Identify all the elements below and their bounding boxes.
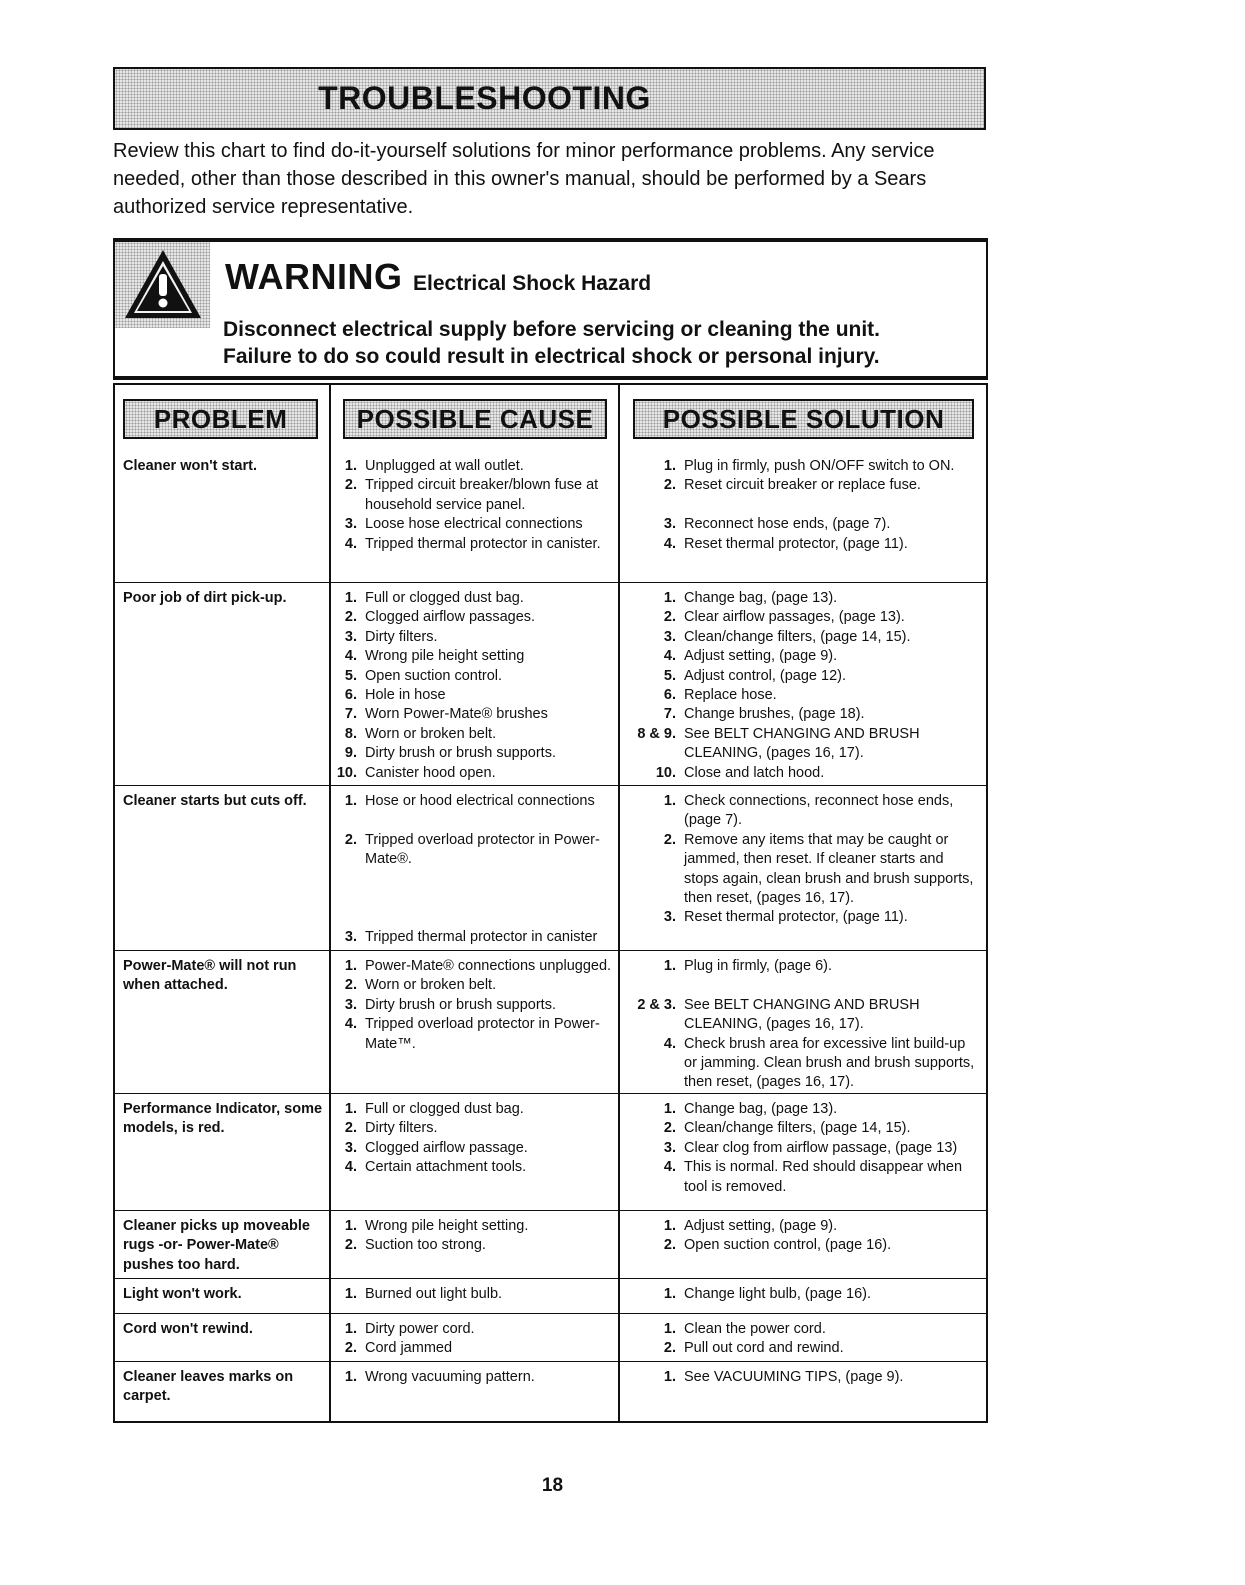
solution-number: 4. xyxy=(663,535,676,552)
solution-item xyxy=(620,496,982,515)
warning-subtitle: Electrical Shock Hazard xyxy=(413,272,652,295)
cause-text: Burned out light bulb. xyxy=(365,1286,503,1302)
cause-item xyxy=(331,976,613,995)
solution-text: See BELT CHANGING AND BRUSH CLEANING, (pages 16, 17). xyxy=(684,996,920,1033)
warning-title: WARNING xyxy=(225,256,403,297)
row-divider xyxy=(115,785,986,786)
cause-item xyxy=(331,535,613,554)
cause-item xyxy=(331,744,613,763)
solution-item xyxy=(620,1217,982,1236)
solution-text: Change bag, (page 13). xyxy=(684,1101,838,1117)
solution-item xyxy=(620,792,982,831)
cause-number: 1. xyxy=(344,458,357,474)
cause-item xyxy=(331,1368,613,1387)
solution-text: Reset thermal protector, (page 11). xyxy=(684,909,908,926)
cause-item xyxy=(331,889,613,908)
cause-item xyxy=(331,1339,613,1358)
solution-number: 1. xyxy=(663,590,676,606)
solution-item xyxy=(620,976,982,995)
cause-item xyxy=(331,515,613,534)
solution-text: Open suction control, (page 16). xyxy=(684,1237,892,1254)
solution-cell xyxy=(620,792,982,928)
cause-number: 6. xyxy=(344,687,357,704)
cause-text: Cord jammed xyxy=(365,1340,453,1357)
cause-number: 1. xyxy=(344,1101,357,1117)
solution-text: Plug in firmly, push ON/OFF switch to ON. xyxy=(684,458,955,474)
cause-cell xyxy=(331,792,613,947)
solution-number: 1. xyxy=(663,793,676,809)
solution-number: 1. xyxy=(663,1286,676,1302)
problem-cell: Cleaner picks up moveable rugs -or- Power-Mate® pushes too hard. xyxy=(123,1218,310,1273)
solution-cell xyxy=(620,957,982,1093)
solution-text: Plug in firmly, (page 6). xyxy=(684,958,833,974)
solution-number: 2 & 3. xyxy=(637,996,676,1013)
cause-item xyxy=(331,589,613,608)
solution-number: 2. xyxy=(663,609,676,626)
cause-text: Hole in hose xyxy=(365,687,446,704)
cause-item xyxy=(331,811,613,830)
solution-text: This is normal. Red should disappear when tool is removed. xyxy=(684,1159,963,1195)
cause-text: Tripped thermal protector in canister xyxy=(365,928,598,945)
solution-item xyxy=(620,1139,982,1158)
row-divider xyxy=(115,1313,986,1314)
cause-item xyxy=(331,792,613,811)
cause-item xyxy=(331,1015,613,1054)
cause-item xyxy=(331,908,613,927)
cause-number: 5. xyxy=(344,667,357,684)
cause-number: 2. xyxy=(344,831,357,848)
cause-text: Clogged airflow passage. xyxy=(365,1139,528,1156)
solution-item xyxy=(620,1158,982,1197)
cause-item xyxy=(331,705,613,724)
cause-item xyxy=(331,608,613,627)
title-bar xyxy=(113,67,986,130)
solution-item xyxy=(620,476,982,495)
solution-cell xyxy=(620,1285,982,1304)
solution-number: 3. xyxy=(663,628,676,645)
cause-number: 10. xyxy=(336,764,357,781)
cause-text: Dirty brush or brush supports. xyxy=(365,745,556,762)
solution-number: 3. xyxy=(663,1139,676,1156)
cause-number: 1. xyxy=(344,590,357,606)
cause-number: 1. xyxy=(344,958,357,974)
cause-text: Tripped thermal protector in canister. xyxy=(365,535,601,552)
solution-text: Reconnect hose ends, (page 7). xyxy=(684,516,891,533)
cause-cell xyxy=(331,1285,613,1304)
solution-number: 2. xyxy=(663,1340,676,1357)
cause-item xyxy=(331,1158,613,1177)
solution-item xyxy=(620,996,982,1035)
cause-text: Wrong pile height setting xyxy=(365,648,525,665)
solution-number: 1. xyxy=(663,1101,676,1117)
solution-number: 2. xyxy=(663,477,676,494)
solution-number: 6. xyxy=(663,687,676,704)
solution-number: 3. xyxy=(663,909,676,926)
solution-cell xyxy=(620,457,982,554)
solution-item xyxy=(620,686,982,705)
cause-text: Dirty filters. xyxy=(365,1120,438,1137)
cause-text: Canister hood open. xyxy=(365,764,496,781)
problem-cell: Light won't work. xyxy=(123,1286,242,1302)
solution-text: Change brushes, (page 18). xyxy=(684,706,865,723)
cause-number: 4. xyxy=(344,535,357,552)
row-divider xyxy=(115,1093,986,1094)
cause-item xyxy=(331,1236,613,1255)
solution-number: 1. xyxy=(663,458,676,474)
solution-text: Adjust setting, (page 9). xyxy=(684,648,838,665)
cause-number: 8. xyxy=(344,725,357,742)
cause-number: 7. xyxy=(344,706,357,723)
solution-text: Clean the power cord. xyxy=(684,1321,826,1337)
solution-cell xyxy=(620,1100,982,1197)
solution-number: 8 & 9. xyxy=(637,725,676,742)
solution-number: 4. xyxy=(663,1035,676,1052)
cause-item xyxy=(331,764,613,783)
solution-item xyxy=(620,457,982,476)
solution-item xyxy=(620,705,982,724)
problem-cell: Poor job of dirt pick-up. xyxy=(123,590,287,606)
solution-item xyxy=(620,535,982,554)
cause-item xyxy=(331,1100,613,1119)
solution-text: See BELT CHANGING AND BRUSH CLEANING, (pages 16, 17). xyxy=(684,725,920,762)
solution-item xyxy=(620,1320,982,1339)
solution-item xyxy=(620,515,982,534)
cause-item xyxy=(331,725,613,744)
solution-number: 2. xyxy=(663,1120,676,1137)
cause-number: 4. xyxy=(344,648,357,665)
warning-message xyxy=(223,316,880,370)
warning-icon-background xyxy=(115,242,210,328)
cause-item xyxy=(331,996,613,1015)
cause-item xyxy=(331,957,613,976)
solution-item xyxy=(620,1119,982,1138)
solution-item xyxy=(620,1368,982,1387)
solution-text: Remove any items that may be caught or jammed, then reset. If cleaner starts and stops again, clean brush and brush supports, then reset, (pages 16, 17). xyxy=(684,831,974,907)
cause-cell xyxy=(331,1368,613,1387)
warning-box xyxy=(113,238,988,380)
cause-number: 4. xyxy=(344,1159,357,1176)
solution-item xyxy=(620,908,982,927)
cause-number: 2. xyxy=(344,1237,357,1254)
cause-number: 1. xyxy=(344,1218,357,1234)
solution-text: Close and latch hood. xyxy=(684,764,825,781)
solution-item xyxy=(620,1339,982,1358)
solution-cell xyxy=(620,1217,982,1256)
solution-text: Clear clog from airflow passage, (page 13) xyxy=(684,1139,958,1156)
header-problem: PROBLEM xyxy=(123,399,318,439)
header-possible-cause: POSSIBLE CAUSE xyxy=(343,399,607,439)
solution-item xyxy=(620,1285,982,1304)
page-number: 18 xyxy=(541,1475,564,1496)
cause-item xyxy=(331,667,613,686)
cause-item xyxy=(331,1285,613,1304)
solution-number: 1. xyxy=(663,1218,676,1234)
solution-item xyxy=(620,647,982,666)
solution-text: Reset circuit breaker or replace fuse. xyxy=(684,477,921,494)
problem-cell: Performance Indicator, some models, is red. xyxy=(123,1101,323,1137)
cause-text: Clogged airflow passages. xyxy=(365,609,536,626)
solution-text: Change light bulb, (page 16). xyxy=(684,1286,872,1302)
solution-number: 2. xyxy=(663,831,676,848)
solution-item xyxy=(620,1035,982,1093)
solution-cell xyxy=(620,589,982,783)
cause-item xyxy=(331,1119,613,1138)
cause-text: Worn Power-Mate® brushes xyxy=(365,706,548,723)
cause-text: Unplugged at wall outlet. xyxy=(365,458,524,474)
cause-cell xyxy=(331,457,613,554)
cause-number: 9. xyxy=(344,745,357,762)
cause-number: 2. xyxy=(344,1120,357,1137)
cause-number: 4. xyxy=(344,1016,357,1033)
cause-number: 3. xyxy=(344,928,357,945)
cause-number: 3. xyxy=(344,1139,357,1156)
cause-number: 2. xyxy=(344,1340,357,1357)
cause-item xyxy=(331,628,613,647)
cause-number: 1. xyxy=(344,1286,357,1302)
cause-text: Dirty power cord. xyxy=(365,1321,475,1337)
warning-triangle-icon xyxy=(123,248,203,320)
cause-text: Tripped overload protector in Power-Mate®. xyxy=(365,831,600,868)
cause-text: Certain attachment tools. xyxy=(365,1159,527,1176)
cause-text: Full or clogged dust bag. xyxy=(365,590,524,606)
cause-text: Hose or hood electrical connections xyxy=(365,793,595,809)
intro-text: Review this chart to find do-it-yourself solutions for minor performance problems. Any service needed, other than those described in this owner's manual, should be performed by a Sears authorized service representative. xyxy=(113,140,935,218)
solution-cell xyxy=(620,1368,982,1387)
cause-text: Suction too strong. xyxy=(365,1237,486,1254)
solution-item xyxy=(620,589,982,608)
problem-cell: Cleaner won't start. xyxy=(123,458,257,474)
cause-text: Power-Mate® connections unplugged. xyxy=(365,958,612,974)
cause-number: 2. xyxy=(344,609,357,626)
cause-item xyxy=(331,1217,613,1236)
cause-item xyxy=(331,457,613,476)
problem-cell: Cleaner leaves marks on carpet. xyxy=(123,1369,294,1405)
cause-item xyxy=(331,647,613,666)
solution-item xyxy=(620,608,982,627)
cause-item xyxy=(331,476,613,515)
solution-text: Clean/change filters, (page 14, 15). xyxy=(684,1120,911,1137)
row-divider xyxy=(115,1278,986,1279)
solution-text: Check connections, reconnect hose ends, (page 7). xyxy=(684,793,954,829)
cause-cell xyxy=(331,1100,613,1178)
solution-item xyxy=(620,725,982,764)
cause-text: Wrong vacuuming pattern. xyxy=(365,1369,535,1385)
solution-text: Change bag, (page 13). xyxy=(684,590,838,606)
solution-item xyxy=(620,1100,982,1119)
row-divider xyxy=(115,582,986,583)
solution-number: 10. xyxy=(655,764,676,781)
solution-text: Replace hose. xyxy=(684,687,777,704)
cause-item xyxy=(331,1320,613,1339)
solution-number: 2. xyxy=(663,1237,676,1254)
solution-item xyxy=(620,667,982,686)
solution-item xyxy=(620,764,982,783)
solution-text: Reset thermal protector, (page 11). xyxy=(684,535,908,552)
solution-item xyxy=(620,831,982,909)
row-divider xyxy=(115,1361,986,1362)
cause-item xyxy=(331,1139,613,1158)
cause-text: Dirty filters. xyxy=(365,628,438,645)
problem-cell: Cord won't rewind. xyxy=(123,1321,253,1337)
solution-text: Pull out cord and rewind. xyxy=(684,1340,844,1357)
cause-item xyxy=(331,686,613,705)
cause-item xyxy=(331,831,613,870)
solution-cell xyxy=(620,1320,982,1359)
solution-item xyxy=(620,957,982,976)
row-divider xyxy=(115,950,986,951)
solution-number: 1. xyxy=(663,958,676,974)
cause-text: Tripped circuit breaker/blown fuse at household service panel. xyxy=(365,477,599,513)
cause-text: Wrong pile height setting. xyxy=(365,1218,529,1234)
cause-text: Worn or broken belt. xyxy=(365,725,497,742)
row-divider xyxy=(115,1210,986,1211)
cause-number: 1. xyxy=(344,1321,357,1337)
solution-number: 1. xyxy=(663,1369,676,1385)
problem-cell: Power-Mate® will not run when attached. xyxy=(123,958,297,994)
cause-text: Full or clogged dust bag. xyxy=(365,1101,524,1117)
cause-text: Dirty brush or brush supports. xyxy=(365,996,556,1013)
solution-text: Adjust control, (page 12). xyxy=(684,667,847,684)
header-possible-solution: POSSIBLE SOLUTION xyxy=(633,399,974,439)
solution-number: 5. xyxy=(663,667,676,684)
cause-text: Open suction control. xyxy=(365,667,503,684)
solution-text: Adjust setting, (page 9). xyxy=(684,1218,838,1234)
page-title: TROUBLESHOOTING xyxy=(318,80,651,116)
cause-number: 2. xyxy=(344,977,357,994)
cause-number: 1. xyxy=(344,1369,357,1385)
cause-number: 2. xyxy=(344,477,357,494)
cause-number: 3. xyxy=(344,628,357,645)
warning-line-2: Failure to do so could result in electrical shock or personal injury. xyxy=(223,345,880,368)
cause-cell xyxy=(331,1217,613,1256)
cause-number: 1. xyxy=(344,793,357,809)
solution-number: 4. xyxy=(663,1159,676,1176)
cause-text: Worn or broken belt. xyxy=(365,977,497,994)
solution-text: Clear airflow passages, (page 13). xyxy=(684,609,905,626)
cause-cell xyxy=(331,957,613,1054)
warning-line-1: Disconnect electrical supply before servicing or cleaning the unit. xyxy=(223,318,881,341)
cause-cell xyxy=(331,589,613,783)
troubleshooting-table xyxy=(113,383,988,1423)
cause-cell xyxy=(331,1320,613,1359)
cause-item xyxy=(331,870,613,889)
cause-item xyxy=(331,928,613,947)
solution-text: See VACUUMING TIPS, (page 9). xyxy=(684,1369,904,1385)
solution-text: Check brush area for excessive lint build-up or jamming. Clean brush and brush supports, then reset, (pages 16, 17). xyxy=(684,1035,975,1091)
solution-number: 1. xyxy=(663,1321,676,1337)
cause-number: 3. xyxy=(344,996,357,1013)
solution-number: 3. xyxy=(663,516,676,533)
solution-text: Clean/change filters, (page 14, 15). xyxy=(684,628,911,645)
problem-cell: Cleaner starts but cuts off. xyxy=(123,793,307,809)
cause-text: Loose hose electrical connections xyxy=(365,516,583,533)
solution-number: 7. xyxy=(663,706,676,723)
solution-number: 4. xyxy=(663,648,676,665)
cause-number: 3. xyxy=(344,516,357,533)
solution-item xyxy=(620,628,982,647)
cause-text: Tripped overload protector in Power-Mate™. xyxy=(365,1016,600,1052)
solution-item xyxy=(620,1236,982,1255)
